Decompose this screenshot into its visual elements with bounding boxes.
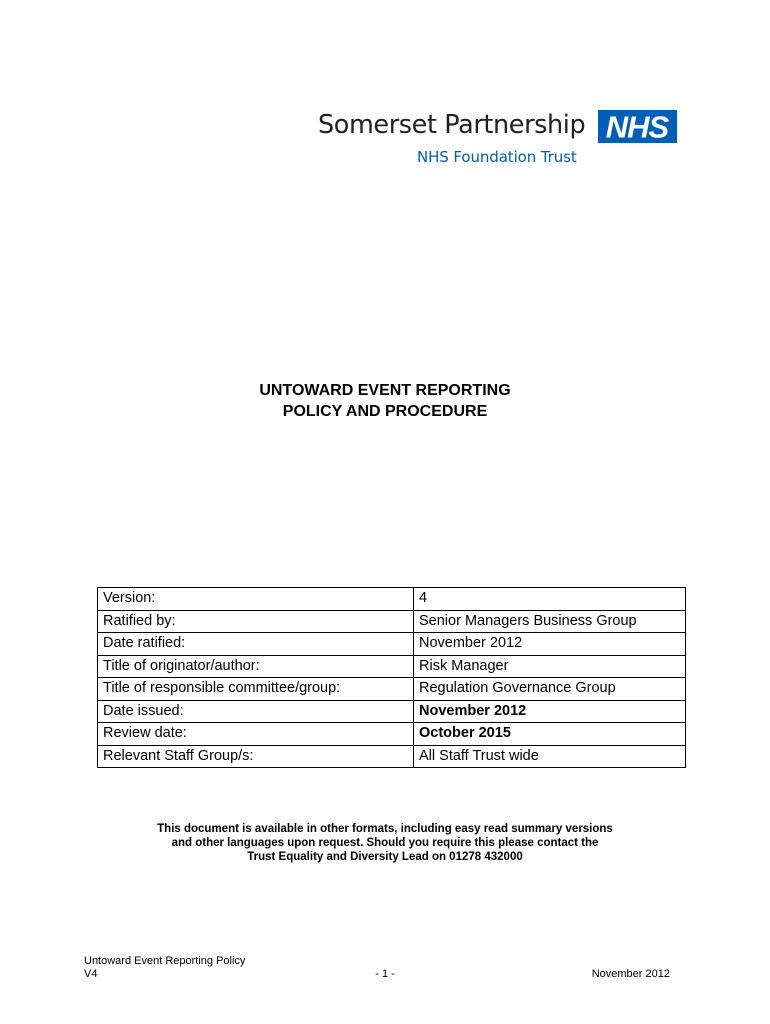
row-label: Date ratified: — [98, 633, 414, 656]
row-value: Regulation Governance Group — [414, 678, 686, 701]
org-subtitle: NHS Foundation Trust — [417, 148, 577, 166]
accessibility-notice — [0, 822, 770, 864]
document-title-line-1: UNTOWARD EVENT REPORTING — [259, 382, 511, 399]
table-row — [98, 723, 686, 746]
table-row — [98, 678, 686, 701]
footer-page-number: - 1 - — [375, 968, 395, 980]
row-label: Date issued: — [98, 700, 414, 723]
row-value: Senior Managers Business Group — [414, 610, 686, 633]
notice-line-1: This document is available in other formats, including easy read summary versions — [157, 823, 613, 835]
row-label: Title of originator/author: — [98, 655, 414, 678]
row-label: Title of responsible committee/group: — [98, 678, 414, 701]
row-value: October 2015 — [414, 723, 686, 746]
footer-version: V4 — [84, 968, 98, 980]
svg-text:NHS: NHS — [605, 110, 669, 143]
row-label: Relevant Staff Group/s: — [98, 745, 414, 768]
table-row — [98, 745, 686, 768]
document-info-table — [97, 587, 686, 768]
row-label: Review date: — [98, 723, 414, 746]
row-label: Ratified by: — [98, 610, 414, 633]
notice-line-2: and other languages upon request. Should you require this please contact the — [171, 837, 599, 849]
row-value: Risk Manager — [414, 655, 686, 678]
nhs-logo-badge — [598, 110, 677, 143]
footer-date: November 2012 — [591, 968, 670, 980]
row-value: November 2012 — [414, 633, 686, 656]
row-value: November 2012 — [414, 700, 686, 723]
table-row — [98, 633, 686, 656]
table-row — [98, 700, 686, 723]
footer-document-name: Untoward Event Reporting Policy — [84, 955, 246, 967]
trust-logo — [318, 108, 683, 170]
table-row — [98, 610, 686, 633]
row-value: 4 — [414, 588, 686, 611]
row-label: Version: — [98, 588, 414, 611]
row-value: All Staff Trust wide — [414, 745, 686, 768]
table-row — [98, 588, 686, 611]
notice-line-3: Trust Equality and Diversity Lead on 01278 432000 — [247, 851, 523, 863]
document-title-line-2: POLICY AND PROCEDURE — [282, 403, 488, 420]
table-row — [98, 655, 686, 678]
org-name: Somerset Partnership — [318, 110, 586, 140]
